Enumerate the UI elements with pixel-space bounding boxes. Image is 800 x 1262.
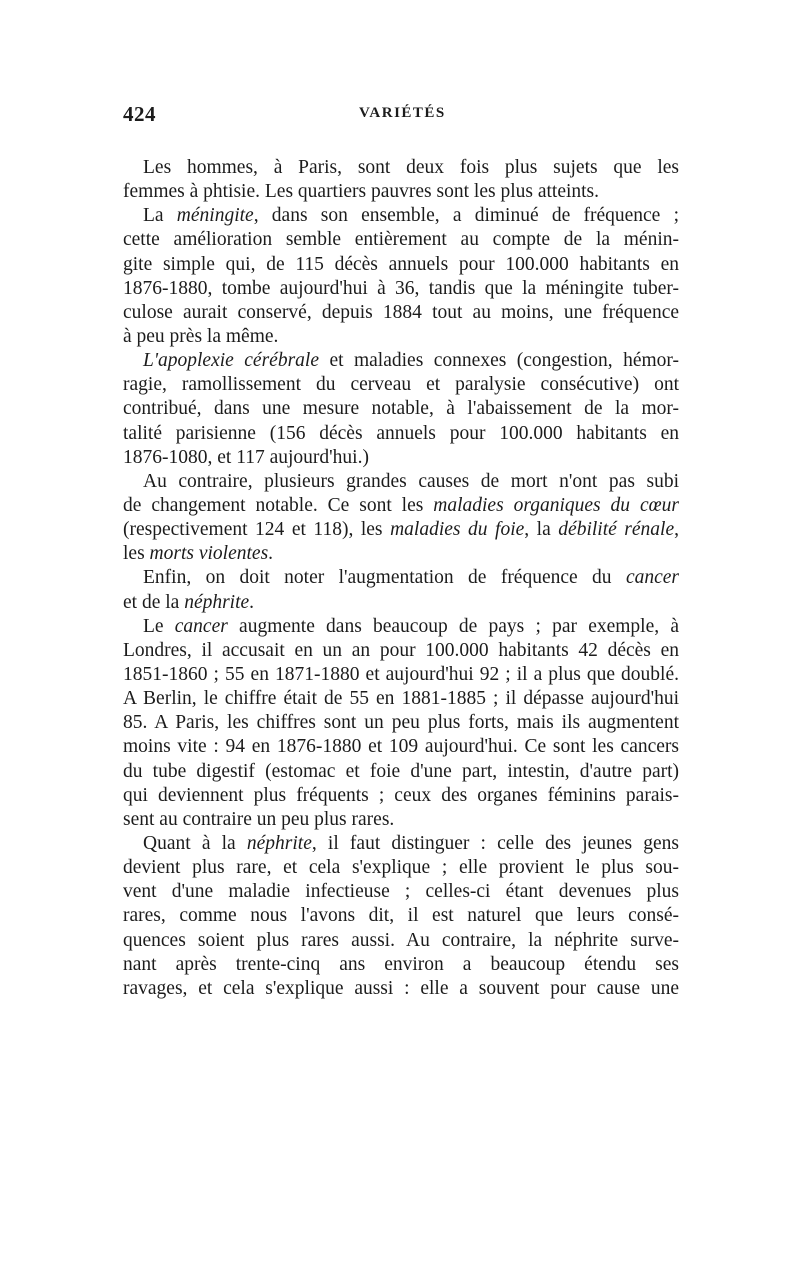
- page-number: 424: [123, 102, 156, 126]
- text-line: [123, 760, 679, 784]
- italic-term: cancer: [625, 567, 679, 589]
- text-line: [123, 977, 679, 1001]
- text-run: A Berlin, le chiffre était de 55 en 1881-1885 ; il dépasse aujourd'hui: [123, 688, 679, 710]
- text-run: La: [143, 205, 177, 227]
- text-run: culose aurait conservé, depuis 1884 tout au moins, une fréquence: [123, 301, 679, 323]
- text-line: [123, 953, 679, 977]
- text-run: qui deviennent plus fréquents ; ceux des organes féminins parais-: [123, 784, 679, 806]
- italic-term: L'apoplexie cérébrale: [143, 350, 319, 372]
- text-line: [123, 808, 679, 832]
- running-title: VARIÉTÉS: [359, 105, 446, 121]
- text-line: [123, 735, 679, 759]
- italic-term: néphrite: [184, 591, 250, 613]
- page-header: [123, 102, 679, 132]
- italic-term: néphrite: [246, 832, 312, 854]
- text-run: ,: [674, 519, 679, 541]
- text-line: [123, 325, 679, 349]
- text-line: [123, 856, 679, 880]
- italic-term: morts violentes: [149, 543, 269, 565]
- text-run: 1876-1880, tombe aujourd'hui à 36, tandis que la méningite tuber-: [123, 277, 679, 299]
- text-run: nant après trente-cinq ans environ a beaucoup étendu ses: [123, 953, 679, 975]
- text-run: , dans son ensemble, a diminué de fréquence ;: [253, 205, 679, 227]
- text-run: du tube digestif (estomac et foie d'une part, intestin, d'autre part): [123, 760, 679, 782]
- text-line: [123, 929, 679, 953]
- text-run: 1876-1080, et 117 aujourd'hui.): [123, 446, 369, 468]
- text-line: [123, 228, 679, 252]
- text-run: les: [123, 543, 150, 565]
- text-run: , la: [524, 519, 559, 541]
- text-run: gite simple qui, de 115 décès annuels pour 100.000 habitants en: [123, 253, 679, 275]
- text-run: vent d'une maladie infectieuse ; celles-ci étant devenues plus: [123, 881, 679, 903]
- text-run: Les hommes, à Paris, sont deux fois plus sujets que les: [143, 157, 679, 178]
- text-run: moins vite : 94 en 1876-1880 et 109 aujourd'hui. Ce sont les cancers: [123, 736, 679, 758]
- text-line: [123, 591, 679, 615]
- italic-term: débilité rénale: [558, 519, 675, 541]
- text-run: cette amélioration semble entièrement au compte de la ménin-: [123, 229, 679, 251]
- text-run: devient plus rare, et cela s'explique ; elle provient le plus sou-: [123, 857, 679, 879]
- text-line: [123, 349, 679, 373]
- text-run: , il faut distinguer : celle des jeunes gens: [311, 832, 679, 854]
- text-run: quences soient plus rares aussi. Au contraire, la néphrite surve-: [123, 929, 679, 951]
- text-run: et maladies connexes (congestion, hémor-: [319, 350, 679, 372]
- text-run: Londres, il accusait en un an pour 100.000 habitants 42 décès en: [123, 639, 679, 661]
- italic-term: cancer: [174, 615, 228, 637]
- text-line: [123, 373, 679, 397]
- text-run: Enfin, on doit noter l'augmentation de fréquence du: [143, 567, 626, 589]
- text-run: 85. A Paris, les chiffres sont un peu plus forts, mais ils augmentent: [123, 712, 679, 734]
- text-line: [123, 470, 679, 494]
- text-run: Quant à la: [143, 832, 247, 854]
- text-run: (respectivement 124 et 118), les: [123, 519, 391, 541]
- text-line: [123, 301, 679, 325]
- text-line: [123, 204, 679, 228]
- italic-term: méningite: [176, 205, 254, 227]
- text-line: [123, 687, 679, 711]
- text-run: rares, comme nous l'avons dit, il est naturel que leurs consé-: [123, 905, 679, 927]
- text-run: ragie, ramollissement du cerveau et paralysie consécutive) ont: [123, 374, 679, 396]
- text-line: [123, 880, 679, 904]
- text-line: [123, 518, 679, 542]
- text-run: femmes à phtisie. Les quartiers pauvres sont les plus atteints.: [123, 181, 600, 203]
- text-run: sent au contraire un peu plus rares.: [123, 808, 395, 830]
- text-line: [123, 711, 679, 735]
- text-line: [123, 180, 679, 204]
- text-run: de changement notable. Ce sont les: [123, 494, 434, 516]
- text-line: [123, 494, 679, 518]
- text-line: [123, 663, 679, 687]
- text-line: [123, 542, 679, 566]
- text-run: talité parisienne (156 décès annuels pour 100.000 habitants en: [123, 422, 679, 444]
- text-run: augmente dans beaucoup de pays ; par exemple, à: [227, 615, 679, 637]
- italic-term: maladies organiques du cœur: [433, 494, 679, 516]
- body-text: [123, 156, 679, 1001]
- text-run: ravages, et cela s'explique aussi : elle a souvent pour cause une: [123, 977, 679, 999]
- text-run: à peu près la même.: [123, 325, 279, 347]
- text-run: contribué, dans une mesure notable, à l'abaissement de la mor-: [123, 398, 679, 420]
- text-line: [123, 253, 679, 277]
- text-run: Le: [143, 615, 175, 637]
- italic-term: maladies du foie: [390, 519, 525, 541]
- text-line: [123, 156, 679, 180]
- text-run: et de la: [123, 591, 185, 613]
- text-line: [123, 832, 679, 856]
- text-line: [123, 397, 679, 421]
- text-line: [123, 566, 679, 590]
- text-line: [123, 784, 679, 808]
- text-run: 1851-1860 ; 55 en 1871-1880 et aujourd'hui 92 ; il a plus que doublé.: [123, 663, 679, 685]
- text-run: Au contraire, plusieurs grandes causes de mort n'ont pas subi: [143, 470, 679, 492]
- text-line: [123, 639, 679, 663]
- text-run: .: [268, 543, 274, 565]
- text-line: [123, 615, 679, 639]
- text-line: [123, 277, 679, 301]
- text-line: [123, 904, 679, 928]
- text-line: [123, 422, 679, 446]
- text-run: .: [249, 591, 255, 613]
- text-line: [123, 446, 679, 470]
